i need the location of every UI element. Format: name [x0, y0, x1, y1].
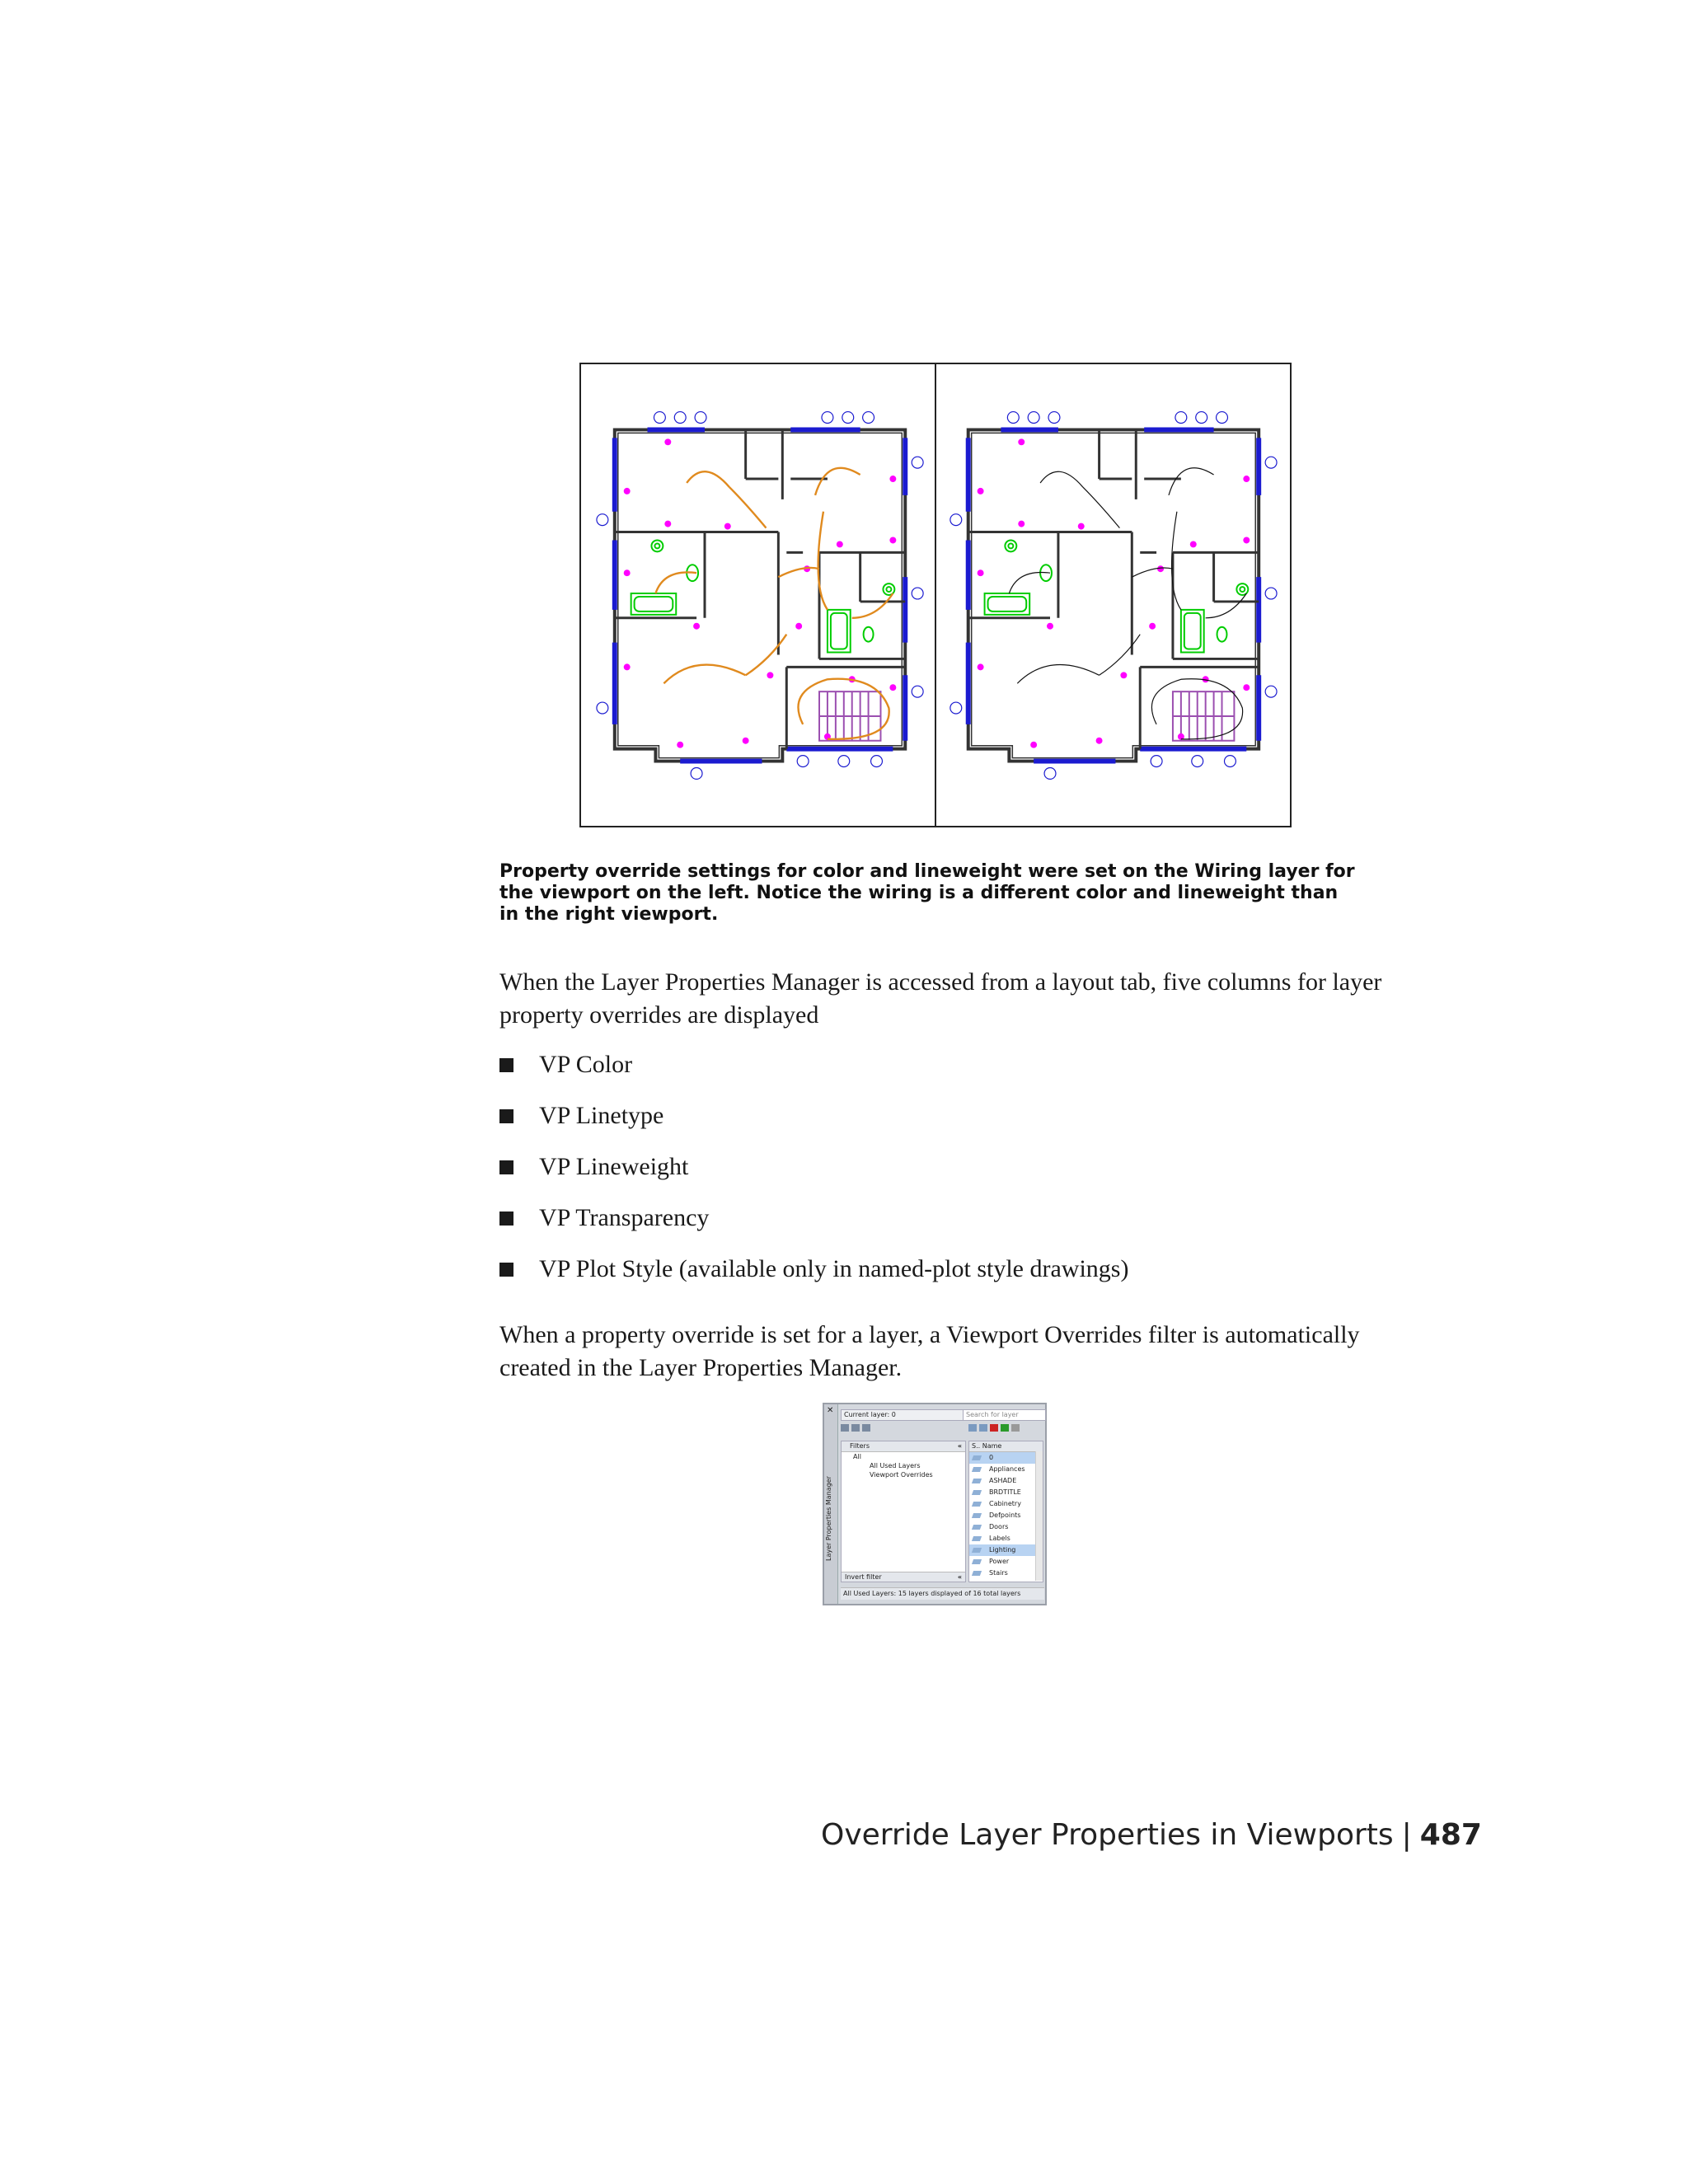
right-viewport	[950, 412, 1277, 780]
palette-titlebar	[824, 1404, 838, 1604]
list-item[interactable]: 0	[969, 1452, 1043, 1464]
floor-plan-figure	[579, 363, 1292, 827]
tree-node-all-used-layers[interactable]: All Used Layers	[870, 1462, 921, 1469]
palette-title: Layer Properties Manager	[825, 1476, 832, 1561]
list-item: VP Color	[499, 1048, 1128, 1099]
list-item[interactable]: Defpoints	[969, 1510, 1043, 1521]
bullet-square-icon	[499, 1109, 513, 1123]
filter-tree	[841, 1441, 966, 1582]
list-item[interactable]: Stairs	[969, 1568, 1043, 1579]
list-item: VP Lineweight	[499, 1151, 1128, 1202]
collapse-icon[interactable]: «	[957, 1573, 962, 1581]
figure-caption: Property override settings for color and lineweight were set on the Wiring layer for the viewport on the left. Notice the wiring is a different color and lineweight than in the right viewport.	[499, 861, 1355, 925]
list-item[interactable]: BRDTITLE	[969, 1487, 1043, 1498]
layer-toolbar	[968, 1424, 1022, 1433]
list-item[interactable]: Lighting	[969, 1544, 1043, 1556]
list-item[interactable]: Cabinetry	[969, 1498, 1043, 1510]
bullet-square-icon	[499, 1212, 513, 1226]
tree-node-viewport-overrides[interactable]: Viewport Overrides	[870, 1471, 933, 1479]
tree-node-all[interactable]: All	[853, 1453, 861, 1460]
filters-header: Filters «	[842, 1441, 965, 1452]
new-group-filter-icon[interactable]	[851, 1424, 860, 1432]
layer-states-icon[interactable]	[862, 1424, 870, 1432]
current-layer-label: Current layer: 0	[841, 1409, 967, 1421]
new-layer-icon[interactable]	[968, 1424, 977, 1432]
floor-plan-drawing	[581, 364, 1290, 826]
left-viewport	[597, 412, 923, 780]
footer-separator: |	[1401, 1818, 1412, 1852]
layer-list	[968, 1441, 1043, 1582]
footer-title: Override Layer Properties in Viewports	[821, 1818, 1394, 1852]
bullet-square-icon	[499, 1058, 513, 1072]
override-columns-list	[499, 1048, 1128, 1304]
delete-layer-icon[interactable]	[990, 1424, 998, 1432]
list-item[interactable]: ASHADE	[969, 1475, 1043, 1487]
page-number: 487	[1419, 1818, 1482, 1852]
settings-icon[interactable]	[1011, 1424, 1020, 1432]
page-footer	[821, 1818, 1482, 1852]
list-item[interactable]: Labels	[969, 1533, 1043, 1544]
list-item: VP Linetype	[499, 1099, 1128, 1151]
status-bar: All Used Layers: 15 layers displayed of 16 total layers	[841, 1587, 1044, 1600]
paragraph-columns: When the Layer Properties Manager is accessed from a layout tab, five columns for layer property overrides are displayed	[499, 968, 1382, 1029]
list-column-header[interactable]: S.. Name	[969, 1441, 1043, 1452]
list-item: VP Transparency	[499, 1202, 1128, 1253]
collapse-icon[interactable]: «	[957, 1442, 962, 1450]
set-current-icon[interactable]	[1001, 1424, 1009, 1432]
list-item[interactable]: Appliances	[969, 1464, 1043, 1475]
list-item[interactable]: Power	[969, 1556, 1043, 1568]
close-icon[interactable]: ✕	[827, 1406, 834, 1415]
layer-properties-manager-panel	[823, 1403, 1047, 1605]
paragraph-filter: When a property override is set for a layer, a Viewport Overrides filter is automatically created in the Layer Properties Manager.	[499, 1321, 1360, 1381]
list-item: VP Plot Style (available only in named-plot style drawings)	[499, 1253, 1128, 1304]
search-layer-input[interactable]: Search for layer	[963, 1409, 1046, 1421]
invert-filter-checkbox[interactable]: Invert filter «	[842, 1572, 965, 1582]
bullet-square-icon	[499, 1263, 513, 1277]
list-item[interactable]: Doors	[969, 1521, 1043, 1533]
new-vp-frozen-layer-icon[interactable]	[979, 1424, 987, 1432]
new-property-filter-icon[interactable]	[841, 1424, 849, 1432]
list-scrollbar[interactable]	[1035, 1451, 1043, 1581]
bullet-square-icon	[499, 1160, 513, 1174]
